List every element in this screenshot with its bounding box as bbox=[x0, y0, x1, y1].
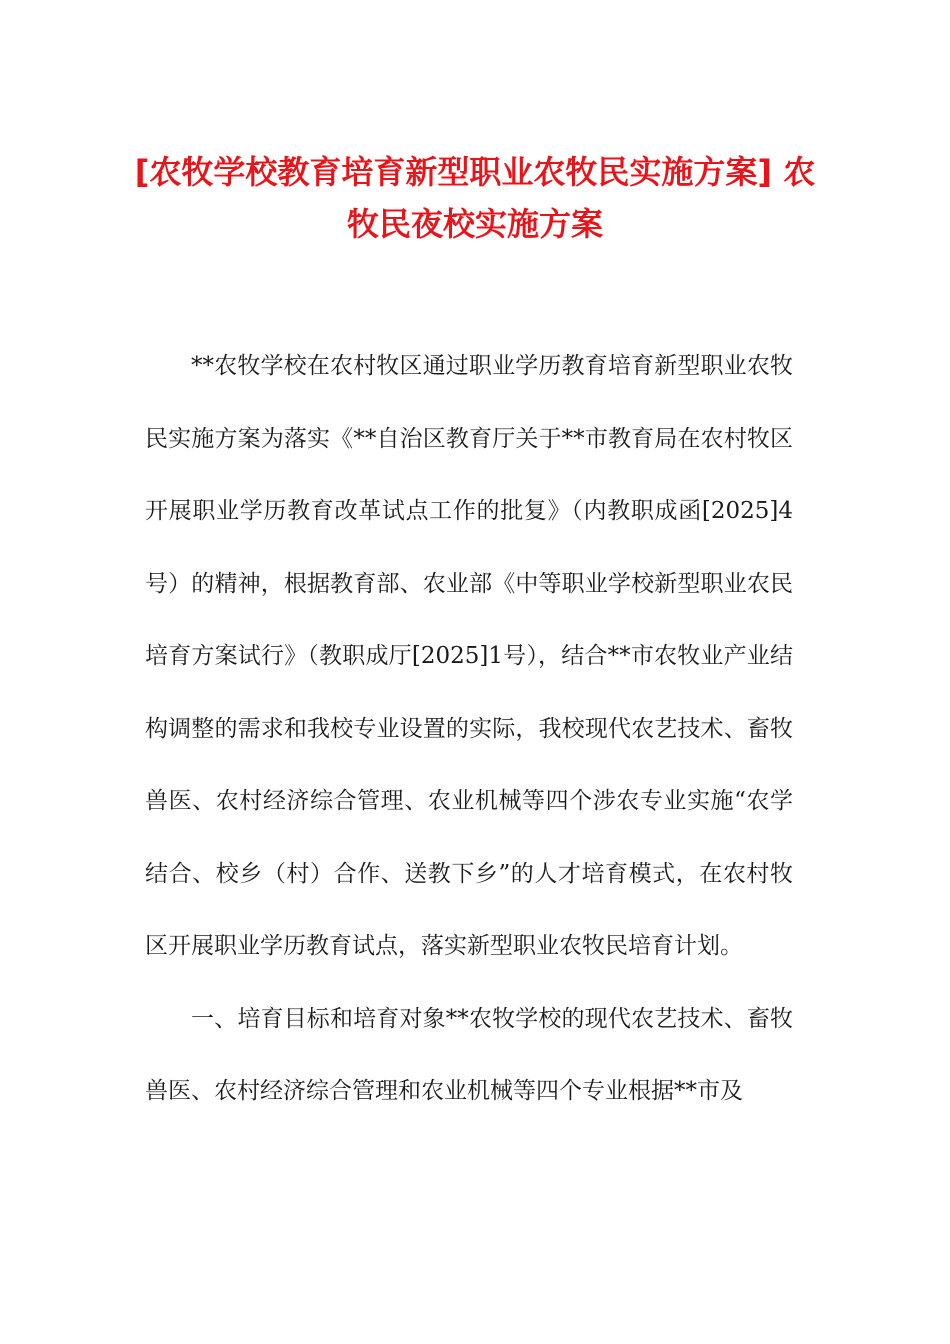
document-body bbox=[145, 330, 793, 1128]
paragraph-section-one: 一、培育目标和培育对象**农牧学校的现代农艺技术、畜牧兽医、农村经济综合管理和农业机械等四个专业根据**市及 bbox=[145, 1005, 793, 1104]
paragraph-intro: **农牧学校在农村牧区通过职业学历教育培育新型职业农牧民实施方案为落实《**自治区教育厅关于**市教育局在农村牧区开展职业学历教育改革试点工作的批复》（内教职成函[2025]4号）的精神，根据教育部、农业部《中等职业学校新型职业农民培育方案试行》（教职成厅[2025]1号），结合**市农牧业产业结构调整的需求和我校专业设置的实际，我校现代农艺技术、畜牧兽医、农村经济综合管理、农业机械等四个涉农专业实施“农学结合、校乡（村）合作、送教下乡”的人才培育模式，在农村牧区开展职业学历教育试点，落实新型职业农牧民培育计划。 bbox=[145, 353, 793, 959]
document-title: [农牧学校教育培育新型职业农牧民实施方案] 农牧民夜校实施方案 bbox=[134, 153, 816, 243]
